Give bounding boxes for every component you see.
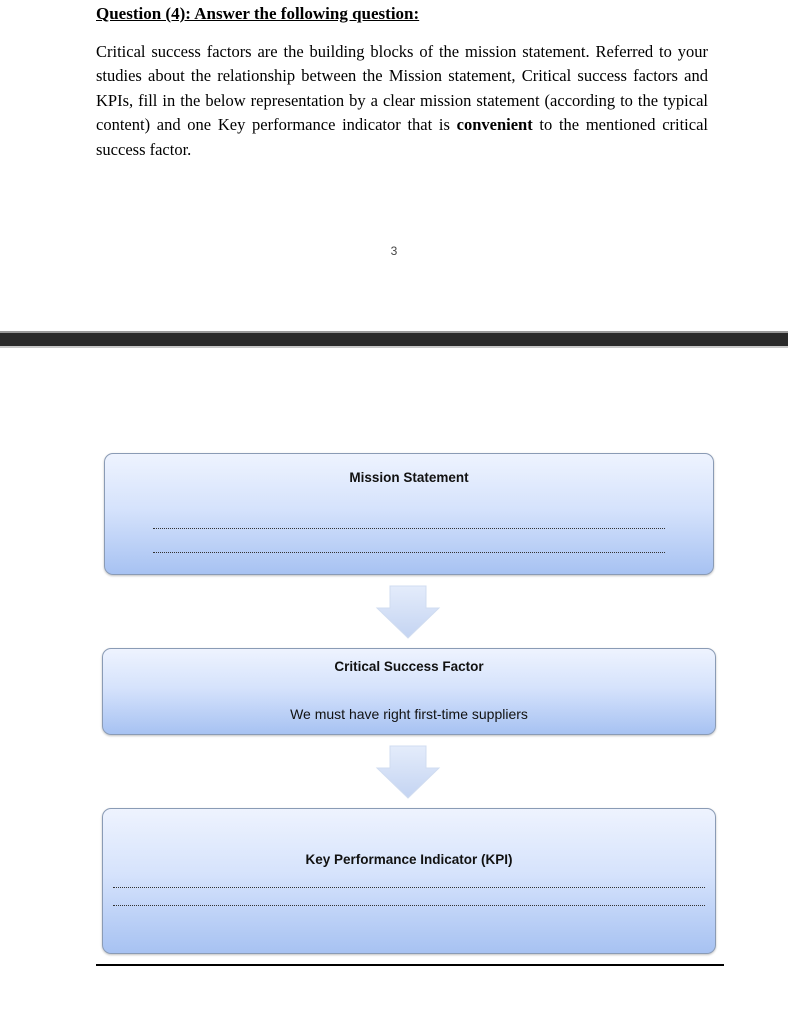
question-body-text-1: Critical success factors are the building blocks of the mission statement. Referred to your studies about the relationship between the Mission statement, Critical success factors and KPIs, fill in the below representation by a clear mission statement (according to the typical content) and one Key performance indicator that is xyxy=(96,42,708,135)
kpi-answer-line-2[interactable] xyxy=(113,905,705,906)
question-title: Question (4): Answer the following question: xyxy=(96,4,420,23)
mission-statement-box xyxy=(104,453,714,575)
kpi-title: Key Performance Indicator (KPI) xyxy=(305,852,513,867)
mission-answer-line-1[interactable] xyxy=(153,528,665,529)
page-number: 3 xyxy=(390,244,398,258)
mission-statement-title: Mission Statement xyxy=(349,470,469,485)
page-break-bar xyxy=(0,331,788,348)
critical-success-factor-text: We must have right first-time suppliers xyxy=(290,706,528,722)
question-body-text-2: to the mentioned critical success factor. xyxy=(96,115,708,159)
mission-answer-line-2[interactable] xyxy=(153,552,665,553)
critical-success-factor-box xyxy=(102,648,716,735)
question-body-bold: convenient xyxy=(456,115,533,135)
down-arrow-icon xyxy=(375,584,441,640)
bottom-rule xyxy=(96,964,724,966)
critical-success-factor-title: Critical Success Factor xyxy=(334,659,484,674)
question-body xyxy=(96,40,708,162)
kpi-box xyxy=(102,808,716,954)
down-arrow-icon xyxy=(375,744,441,800)
kpi-answer-line-1[interactable] xyxy=(113,887,705,888)
